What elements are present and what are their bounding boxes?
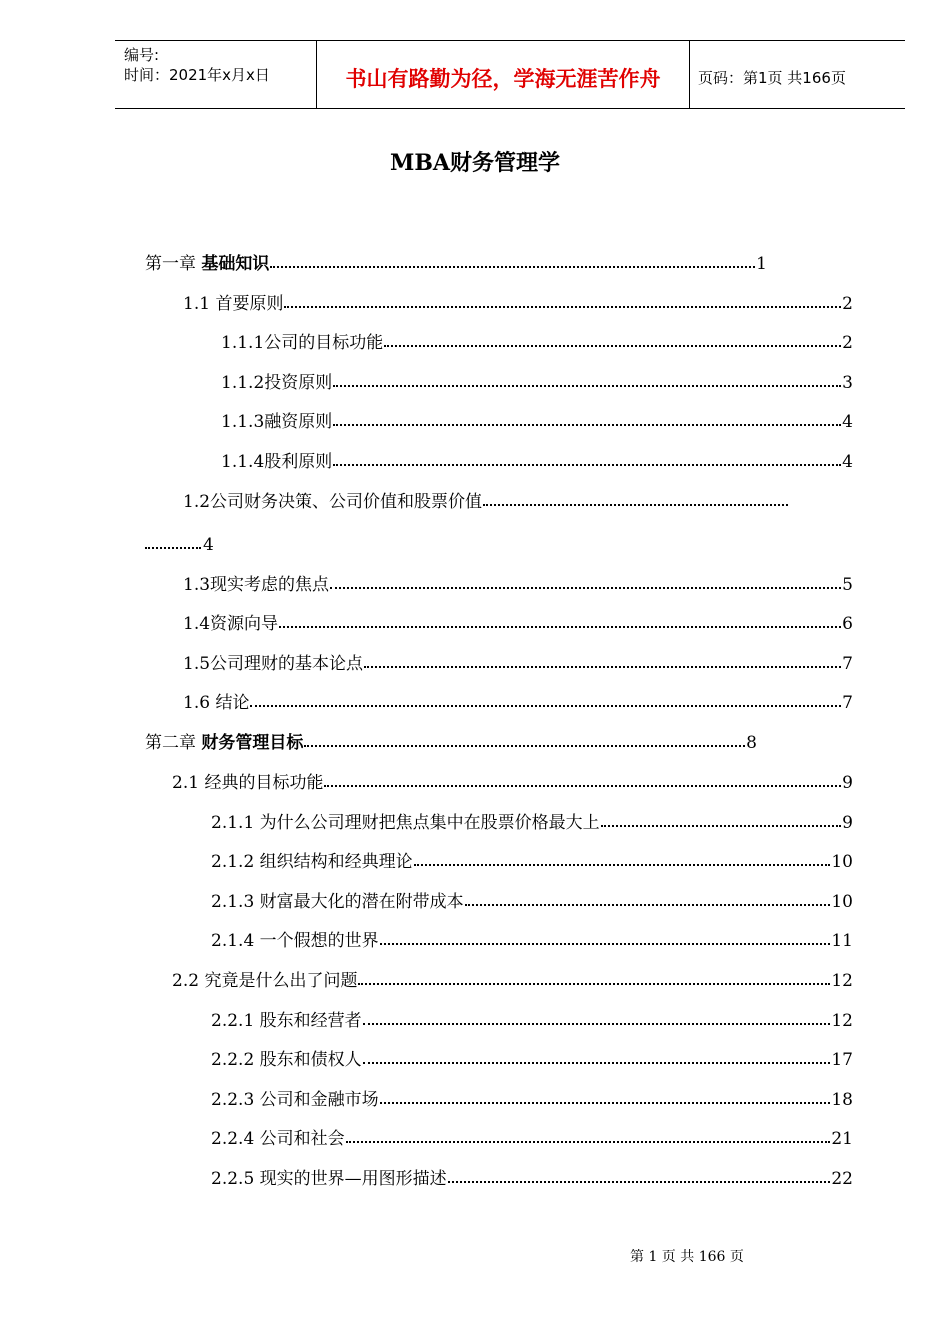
toc-entry[interactable]: [172, 771, 853, 795]
toc-entry-label: 1.5公司理财的基本论点: [183, 654, 364, 674]
toc-entry-label: 2.1.2 组织结构和经典理论: [211, 852, 413, 872]
header-motto: 书山有路勤为径，学海无涯苦作舟: [316, 41, 690, 108]
toc-entry-page: 17: [831, 1050, 853, 1070]
toc-entry-page: 22: [831, 1169, 853, 1189]
toc-entry-bold-label: 财务管理目标: [201, 733, 304, 753]
toc-entry-page: 11: [831, 931, 853, 951]
toc-entry-page: 9: [842, 813, 853, 833]
toc-entry[interactable]: [183, 612, 853, 636]
leader-dots: [364, 666, 841, 668]
toc-entry[interactable]: [211, 890, 853, 914]
toc-entry-label: 1.1.2投资原则: [221, 373, 333, 393]
toc-entry-page: 2: [842, 294, 853, 314]
toc-entry-page: 8: [746, 733, 757, 753]
toc-entry[interactable]: [221, 410, 853, 434]
code-label: 编号:: [124, 46, 160, 64]
toc-entry[interactable]: [221, 450, 853, 474]
toc-entry-label: 1.1 首要原则: [183, 294, 284, 314]
toc-entry-page: 3: [842, 373, 853, 393]
toc-entry[interactable]: [211, 1167, 853, 1191]
leader-dots: [384, 345, 841, 347]
leader-dots: [333, 424, 841, 426]
leader-dots: [380, 943, 831, 945]
toc-entry[interactable]: [211, 811, 853, 835]
toc-entry-label: 第二章: [145, 733, 202, 753]
toc-entry-page: 7: [842, 654, 853, 674]
toc-entry-bold-label: 基础知识: [201, 254, 270, 274]
toc-entry-label: 2.2.4 公司和社会: [211, 1129, 345, 1149]
toc-entry-page: 6: [842, 614, 853, 634]
toc-entry-page: 12: [831, 1011, 853, 1031]
toc-entry-label: 2.2.1 股东和经营者: [211, 1011, 362, 1031]
toc-entry-page: 10: [831, 852, 853, 872]
toc-entry[interactable]: [183, 490, 789, 514]
toc-entry[interactable]: [211, 850, 853, 874]
leader-dots: [483, 504, 788, 506]
toc-entry-page: 1: [756, 254, 767, 274]
leader-dots: [324, 785, 841, 787]
page-footer: 第 1 页 共 166 页: [630, 1249, 744, 1265]
toc-entry-label: 2.1 经典的目标功能: [172, 773, 324, 793]
toc-entry-page: 10: [831, 892, 853, 912]
toc-entry[interactable]: [211, 1127, 853, 1151]
toc-entry[interactable]: [211, 1009, 853, 1033]
toc-entry-label: 2.2.3 公司和金融市场: [211, 1090, 379, 1110]
leader-dots: [363, 1062, 831, 1064]
toc-entry-page: 18: [831, 1090, 853, 1110]
leader-dots: [284, 306, 841, 308]
toc-entry-label: 1.6 结论: [183, 693, 250, 713]
toc-entry-page: 21: [831, 1129, 853, 1149]
toc-entry-page: 4: [203, 535, 214, 555]
time-label: 时间：2021年x月x日: [124, 66, 270, 84]
toc-entry[interactable]: [183, 292, 853, 316]
leader-dots: [601, 825, 842, 827]
toc-entry-page: 9: [842, 773, 853, 793]
document-title: MBA财务管理学: [389, 150, 561, 176]
leader-dots: [346, 1141, 831, 1143]
toc-entry-page: 12: [831, 971, 853, 991]
toc-entry[interactable]: [211, 1048, 853, 1072]
header-meta: [115, 41, 316, 108]
toc-entry-label: 2.2.5 现实的世界—用图形描述: [211, 1169, 447, 1189]
toc-entry-page: 4: [842, 412, 853, 432]
leader-dots: [270, 266, 755, 268]
toc-entry[interactable]: [183, 691, 853, 715]
leader-dots: [330, 587, 841, 589]
toc-entry[interactable]: [221, 331, 853, 355]
toc-entry-label: 2.1.3 财富最大化的潜在附带成本: [211, 892, 464, 912]
header-page-info: 页码：第1页 共166页: [698, 69, 846, 87]
toc-entry-label: 2.2.2 股东和债权人: [211, 1050, 362, 1070]
leader-dots: [333, 464, 841, 466]
toc-entry-label: 1.2公司财务决策、公司价值和股票价值: [183, 492, 483, 512]
toc-entry[interactable]: [145, 252, 767, 276]
leader-dots: [333, 385, 841, 387]
toc-entry-label: 1.4资源向导: [183, 614, 279, 634]
leader-dots: [304, 745, 745, 747]
toc-entry[interactable]: [145, 731, 757, 755]
toc-entry-label: 2.1.1 为什么公司理财把焦点集中在股票价格最大上: [211, 813, 600, 833]
page-header: [115, 40, 905, 109]
toc-entry[interactable]: [211, 1088, 853, 1112]
leader-dots: [279, 626, 841, 628]
toc-entry-label: 1.3现实考虑的焦点: [183, 575, 330, 595]
toc-entry[interactable]: [172, 969, 853, 993]
toc-entry-label: 1.1.4股利原则: [221, 452, 333, 472]
leader-dots: [448, 1181, 831, 1183]
toc-entry-page: 4: [842, 452, 853, 472]
leader-dots: [250, 705, 841, 707]
toc-entry-label: 2.2 究竟是什么出了问题: [172, 971, 358, 991]
leader-dots: [380, 1102, 831, 1104]
toc-entry-label: 1.1.3融资原则: [221, 412, 333, 432]
toc-entry-page: 2: [842, 333, 853, 353]
toc-entry[interactable]: [211, 929, 853, 953]
toc-entry[interactable]: [183, 652, 853, 676]
leader-dots: [414, 864, 831, 866]
toc-entry-label: 2.1.4 一个假想的世界: [211, 931, 379, 951]
toc-entry-continuation[interactable]: [145, 533, 214, 557]
leader-dots: [363, 1023, 831, 1025]
leader-dots: [465, 904, 831, 906]
toc-entry[interactable]: [221, 371, 853, 395]
toc-entry-label: 第一章: [145, 254, 202, 274]
toc-entry[interactable]: [183, 573, 853, 597]
toc-entry-page: 5: [842, 575, 853, 595]
leader-dots: [145, 547, 201, 549]
toc-entry-label: 1.1.1公司的目标功能: [221, 333, 384, 353]
leader-dots: [358, 983, 830, 985]
toc-entry-page: 7: [842, 693, 853, 713]
